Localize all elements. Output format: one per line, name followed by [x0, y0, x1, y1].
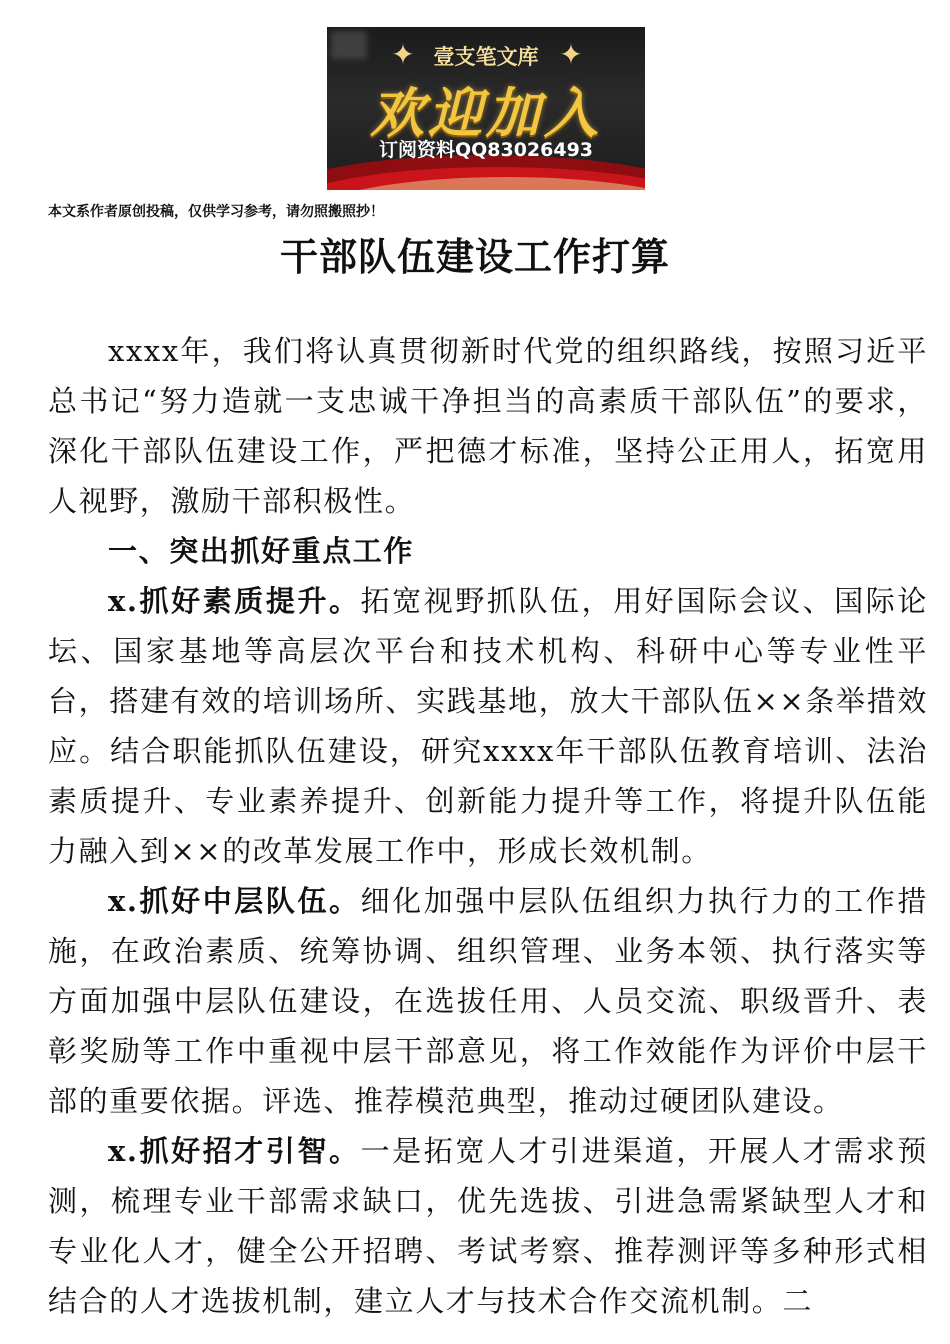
paragraph-lead: x.抓好素质提升。 — [108, 584, 361, 618]
section-heading — [48, 526, 928, 576]
paragraph-middle-management — [48, 876, 928, 1126]
document-body — [48, 326, 928, 1326]
sparkle-icon-right: ✦ — [559, 38, 583, 71]
paragraph-quality — [48, 576, 928, 876]
paragraph-lead: x.抓好中层队伍。 — [108, 884, 361, 918]
sparkle-icon-left: ✦ — [391, 38, 415, 71]
paragraph-text: xxxx年，我们将认真贯彻新时代党的组织路线，按照习近平总书记“努力造就一支忠诚干净担当的高素质干部队伍”的要求，深化干部队伍建设工作，严把德才标准，坚持公正用人，拓宽用人视野，激励干部积极性。 — [48, 334, 928, 518]
section-heading-text: 一、突出抓好重点工作 — [108, 534, 415, 568]
banner-subscribe: 订阅资料QQ83026493 — [378, 139, 594, 161]
banner-welcome: 欢迎加入 — [370, 82, 602, 145]
document-title: 干部队伍建设工作打算 — [279, 234, 670, 279]
banner-ad — [327, 27, 645, 190]
paragraph-text: 细化加强中层队伍组织力执行力的工作措施，在政治素质、统筹协调、组织管理、业务本领、执行落实等方面加强中层队伍建设，在选拔任用、人员交流、职级晋升、表彰奖励等工作中重视中层干部意见，将工作效能作为评价中层干部的重要依据。评选、推荐模范典型，推动过硬团队建设。 — [48, 884, 928, 1118]
paragraph-text: 一是拓宽人才引进渠道，开展人才需求预测，梳理专业干部需求缺口，优先选拔、引进急需紧缺型人才和专业化人才，健全公开招聘、考试考察、推荐测评等多种形式相结合的人才选拔机制，建立人才与技术合作交流机制。二 — [48, 1134, 928, 1318]
paragraph-talent — [48, 1126, 928, 1326]
paragraph-text: 拓宽视野抓队伍，用好国际会议、国际论坛、国家基地等高层次平台和技术机构、科研中心等专业性平台，搭建有效的培训场所、实践基地，放大干部队伍××条举措效应。结合职能抓队伍建设，研究xxxx年干部队伍教育培训、法治素质提升、专业素养提升、创新能力提升等工作，将提升队伍能力融入到××的改革发展工作中，形成长效机制。 — [48, 584, 928, 868]
paragraph-intro — [48, 326, 928, 526]
paragraph-lead: x.抓好招才引智。 — [108, 1134, 361, 1168]
banner-brand: 壹支笔文库 — [433, 45, 539, 69]
copyright-notice: 本文系作者原创投稿，仅供学习参考，请勿照搬照抄！ — [48, 204, 384, 220]
